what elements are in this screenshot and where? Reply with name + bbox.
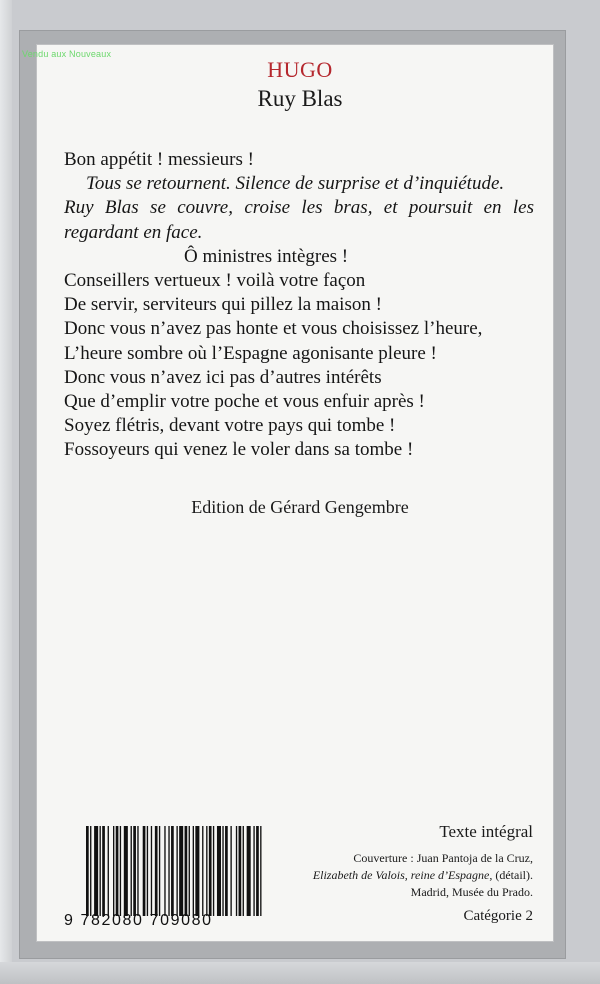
excerpt-line: Bon appétit ! messieurs ! [64, 149, 254, 170]
cover-credit-line: Madrid, Musée du Prado. [410, 885, 533, 899]
excerpt-line: Donc vous n’avez pas honte et vous choisissez l’heure, [64, 318, 483, 340]
barcode-icon [86, 826, 262, 916]
excerpt-line: L’heure sombre où l’Espagne agonisante pleure ! [64, 342, 437, 364]
excerpt-line: Conseillers vertueux ! voilà votre façon [64, 270, 366, 292]
watermark-text: Vendu aux Nouveaux [22, 49, 112, 59]
category-label: Catégorie 2 [463, 908, 533, 924]
excerpt-line: Donc vous n’avez ici pas d’autres intérêts [64, 366, 382, 388]
excerpt-line: Ô ministres intègres ! [184, 245, 349, 267]
edition-credit: Edition de Gérard Gengembre [191, 497, 409, 517]
excerpt-line: De servir, serviteurs qui pillez la maison ! [64, 294, 382, 316]
barcode-digits: 9 782080 709080 [64, 912, 213, 929]
excerpt-line: Soyez flétris, devant votre pays qui tombe ! [64, 415, 396, 437]
author-name: HUGO [267, 57, 333, 82]
cover-credit-line: Couverture : Juan Pantoja de la Cruz, [353, 851, 533, 865]
painting-detail: (détail). [492, 868, 533, 882]
stage-direction: Tous se retournent. Silence de surprise et d’inquiétude. [86, 173, 505, 195]
excerpt-line: Fossoyeurs qui venez le voler dans sa tombe ! [64, 439, 414, 461]
scan-edge-bottom [0, 962, 600, 984]
full-text-label: Texte intégral [439, 822, 533, 841]
stage-direction: regardant en face. [64, 221, 203, 243]
stage-direction: Ruy Blas se couvre, croise les bras, et poursuit en les [64, 197, 534, 219]
scan-edge [0, 0, 12, 984]
painting-title: Elizabeth de Valois, reine d’Espagne, [312, 868, 493, 882]
cover-credit-line [313, 867, 533, 884]
credits-block [313, 822, 533, 925]
excerpt-block [64, 148, 544, 463]
excerpt-line: Que d’emplir votre poche et vous enfuir après ! [64, 391, 425, 413]
book-title: Ruy Blas [257, 86, 343, 111]
